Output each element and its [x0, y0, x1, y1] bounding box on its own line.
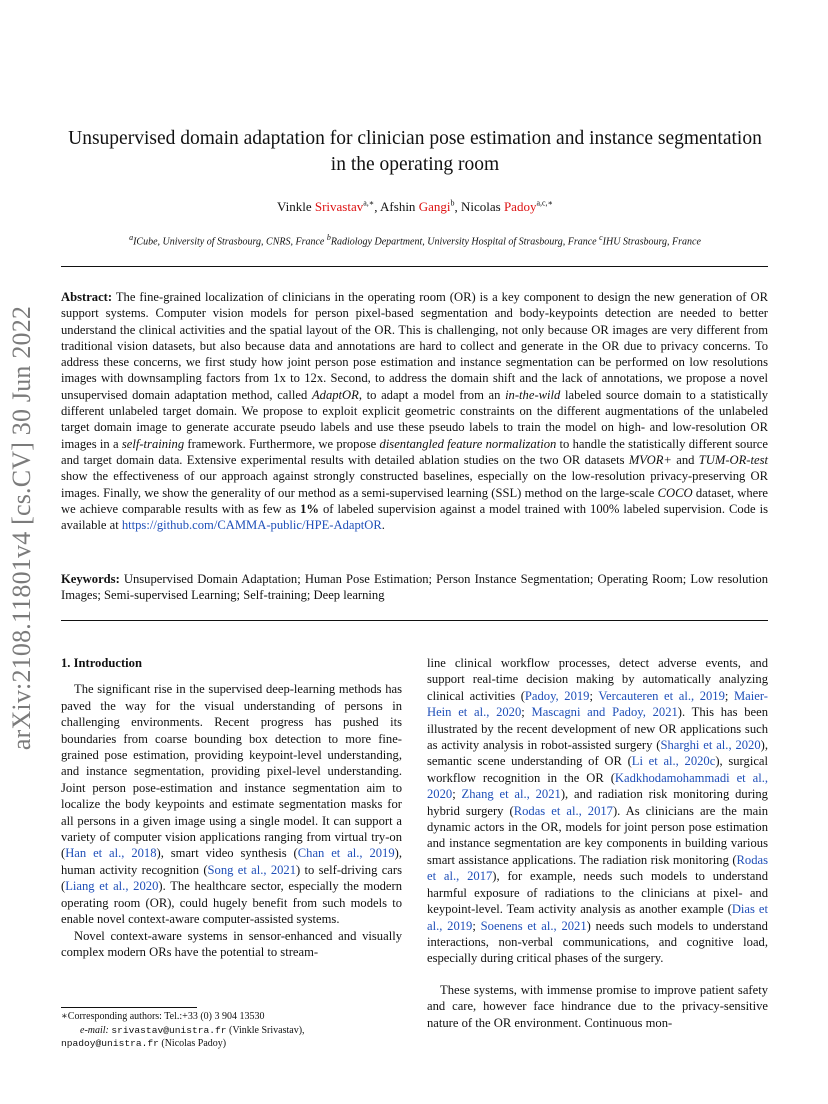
citation-link[interactable]: Liang et al., 2020: [65, 879, 159, 894]
paragraph: [427, 655, 768, 967]
citation-link[interactable]: Dias et al., 2019: [427, 902, 768, 933]
author-surname[interactable]: Srivastav: [314, 199, 364, 215]
text-run: Novel context-aware systems in sensor-enhanced and visually complex modern ORs have the potential to stream-: [61, 928, 402, 959]
citation-link[interactable]: Rodas et al., 2017: [513, 803, 613, 818]
text-run: ), semantic scene understanding of OR (: [427, 738, 768, 769]
citation-link[interactable]: Chan et al., 2019: [297, 846, 395, 861]
citation-link[interactable]: Padoy, 2019: [524, 688, 590, 703]
author-list: Vinkle Srivastav$^{a,∗}$, Afshin Gangi$^b$, Nicolas Padoy$^{a,c,∗}$: [277, 199, 553, 215]
right-column: [427, 655, 768, 1031]
email-link[interactable]: npadoy@unistra.fr: [61, 1038, 159, 1049]
citation-link[interactable]: Song et al., 2021: [207, 862, 297, 877]
footnote-rule: [61, 1007, 197, 1008]
author-surname[interactable]: Gangi: [418, 199, 451, 215]
email-link[interactable]: srivastav@unistra.fr: [111, 1024, 227, 1036]
citation-link[interactable]: Sharghi et al., 2020: [660, 738, 761, 753]
text-run: ), for example, needs such models to understand harmful exposure of radiations to the clinicians at pixel- and keypoint-level. Team activity analysis as another example (: [427, 869, 768, 917]
affiliations: $^a$ICube, University of Strasbourg, CNRS, France $^b$Radiology Department, University Hospital of Strasbourg, France $^c$IHU Strasbourg, France: [129, 233, 701, 248]
paragraph: [427, 982, 768, 1031]
text-run: ;: [521, 705, 532, 720]
section-heading: 1. Introduction: [61, 656, 142, 670]
text-run: ), human activity recognition (: [61, 846, 402, 877]
top-rule: [61, 266, 768, 267]
text-run: These systems, with immense promise to improve patient safety and care, however face hindrance due to the privacy-sensitive nature of the OR environment. Continuous mon-: [427, 982, 768, 1030]
code-link[interactable]: https://github.com/CAMMA-public/HPE-AdaptOR: [121, 518, 382, 533]
left-column: [61, 655, 402, 960]
citation-link[interactable]: Han et al., 2018: [65, 846, 157, 861]
author-3: Nicolas Padoy$^{a,c,∗}$: [460, 199, 553, 215]
citation-link[interactable]: Li et al., 2020c: [631, 754, 716, 769]
citation-link[interactable]: Vercauteren et al., 2019: [598, 688, 725, 703]
text-run: ), surgical workflow recognition in the OR (: [427, 754, 768, 785]
text-run: ;: [724, 688, 734, 703]
text-run: ). As clinicians are the main dynamic actors in the OR, models for joint person pose estimation and instance segmentation are key components in building various smart assistance applications. The radiation risk monitoring (: [427, 803, 768, 867]
text-run: ). The healthcare sector, especially the modern operating room (OR), could hugely benefit from such models to enable novel context-aware computer-assisted systems.: [61, 879, 402, 927]
paper-title: Unsupervised domain adaptation for clinician pose estimation and instance segmentation in the operating room: [68, 128, 762, 175]
citation-link[interactable]: Rodas et al., 2017: [427, 852, 768, 884]
text-run: ). This has been illustrated by the recent development of new OR applications such as activity analysis in robot-assisted surgery (: [427, 705, 768, 753]
footnote: ∗Corresponding authors: Tel.:+33 (0) 3 904 13530 e-mail: srivastav@unistra.fr (Vinkle Srivastav), npadoy@unistra.fr (Nicolas Padoy): [61, 1011, 305, 1049]
paragraph: [61, 681, 402, 927]
abstract: Abstract: The fine-grained localization of clinicians in the operating room (OR) is a key component to design the new generation of OR support systems. Computer vision models for person pixel-based segmentation and body-keypoints detection are needed to better understand the clinical activities and the spatial layout of the OR. This is challenging, not only because OR images are very different from traditional vision datasets, but also because data and annotations are hard to collect and generate in the OR due to privacy concerns. To address these concerns, we first study how joint person pose estimation and instance segmentation can be performed on low resolutions images with downsampling factors from 1x to 12x. Second, to address the domain shift and the lack of annotations, we propose a novel unsupervised domain adaptation method, called AdaptOR, to adapt a model from an in-the-wild labeled source domain to a statistically different unlabeled target domain. We propose to exploit explicit geometric constraints on the different augmentations of the unlabeled target domain image to generate accurate pseudo labels and use these pseudo labels to train the model on high- and low-resolution OR images in a self-training framework. Furthermore, we propose disentangled feature normalization to handle the statistically different source and target domain data. Extensive experimental results with detailed ablation studies on the two OR datasets MVOR+ and TUM-OR-test show the effectiveness of our approach against strongly constructed baselines, especially on the low-resolution privacy-preserving OR images. Finally, we show the generality of our method as a semi-supervised learning (SSL) method on the large-scale COCO dataset, where we achieve comparable results with as few as 1% of labeled supervision against a model trained with 100% labeled supervision. Code is available at https://github.com/CAMMA-public/HPE-AdaptOR.: [61, 290, 769, 533]
text-run: ) to self-driving cars (: [61, 862, 402, 894]
author-2: Afshin Gangi$^b$: [380, 199, 455, 215]
author-surname[interactable]: Padoy: [503, 199, 537, 215]
text-run: ;: [472, 918, 481, 933]
text-run: ), smart video synthesis (: [156, 846, 298, 861]
text-run: ) needs such models to understand interactions, non-verbal communications, and cognitive load, especially during critical phases of the surgery.: [427, 918, 768, 966]
author-1: Vinkle Srivastav$^{a,∗}$: [277, 199, 375, 215]
text-run: line clinical workflow processes, detect adverse events, and support real-time decision making by automatically analyzing clinical activities (: [427, 656, 768, 703]
citation-link[interactable]: Mascagni and Padoy, 2021: [531, 705, 678, 720]
section-rule: [61, 620, 768, 621]
keywords: Keywords: Unsupervised Domain Adaptation; Human Pose Estimation; Person Instance Segmentation; Operating Room; Low resolution Images; Semi-supervised Learning; Self-training; Deep learning: [61, 572, 768, 603]
text-run: ;: [589, 688, 599, 703]
citation-link[interactable]: Maier-Hein et al., 2020: [427, 688, 768, 720]
text-run: The significant rise in the supervised deep-learning methods has paved the way for the visual understanding of persons in challenging environments. Recent progress has pushed its boundaries from coarse bounding box detection to more fine-grained pose estimation, providing keypoint-level understanding, and instance segmentation, providing pixel-level understanding. Joint person pose-estimation and instance segmentation aim to localize the body keypoints and estimate segmentation masks for all persons in a given image using a single model. It can support a variety of computer vision applications ranging from virtual try-on (: [61, 682, 402, 861]
arxiv-stamp: arXiv:2108.11801v4 [cs.CV] 30 Jun 2022: [7, 305, 36, 750]
text-run: ), and radiation risk monitoring during hybrid surgery (: [427, 787, 768, 818]
citation-link[interactable]: Zhang et al., 2021: [461, 787, 561, 802]
text-run: ;: [452, 787, 462, 802]
citation-link[interactable]: Soenens et al., 2021: [480, 918, 587, 933]
paragraph: [61, 928, 402, 961]
citation-link[interactable]: Kadkhodamohammadi et al., 2020: [427, 770, 768, 802]
